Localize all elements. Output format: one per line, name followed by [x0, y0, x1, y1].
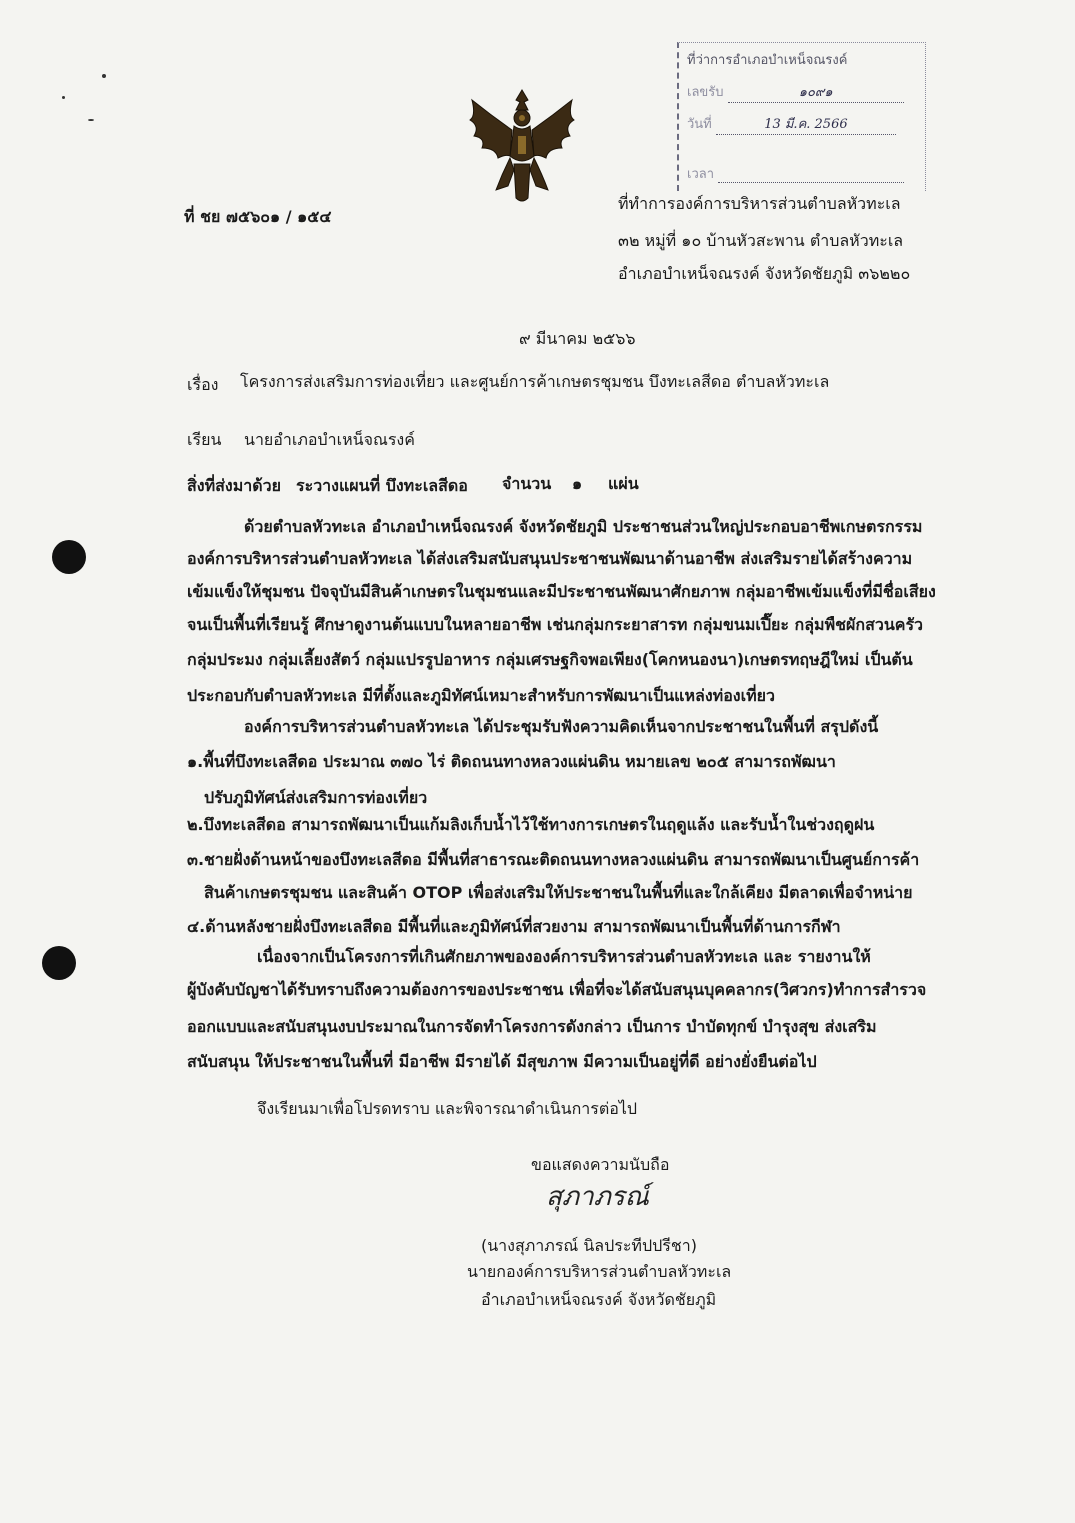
- punch-hole: [52, 540, 86, 574]
- to-label: เรียน: [187, 430, 222, 449]
- stamp-date-label: วันที่: [687, 117, 712, 132]
- stamp-number-label: เลขรับ: [687, 85, 724, 100]
- para3-line: ผู้บังคับบัญชาได้รับทราบถึงความต้องการของประชาชน เพื่อที่จะได้สนับสนุนบุคคลากร(วิศวกร)ทำการสำรวจ: [187, 980, 927, 999]
- stamp-number-value: ๑๐๙๑: [798, 85, 833, 100]
- scan-speck: [88, 119, 94, 121]
- to-recipient: นายอำเภอบำเหน็จณรงค์: [244, 430, 415, 449]
- document-number: ที่ ชย ๗๕๖๐๑ / ๑๕๔: [184, 207, 332, 226]
- subject-label: เรื่อง: [187, 375, 219, 394]
- scan-speck: [102, 74, 106, 78]
- enclosure-unit: แผ่น: [608, 474, 639, 493]
- subject: โครงการส่งเสริมการท่องเที่ยว และศูนย์การค้าเกษตรชุมชน บึงทะเลสีดอ ตำบลหัวทะเล: [240, 372, 830, 391]
- stamp-office: ที่ว่าการอำเภอบำเหน็จณรงค์: [687, 53, 848, 68]
- enclosure-label: สิ่งที่ส่งมาด้วย: [187, 476, 281, 495]
- enclosure-qty: ๑: [572, 474, 583, 493]
- enclosure: ระวางแผนที่ บึงทะเลสีดอ: [296, 476, 468, 495]
- para3-line: เนื่องจากเป็นโครงการที่เกินศักยภาพขององค์การบริหารส่วนตำบลหัวทะเล และ รายงานให้: [257, 947, 871, 966]
- receiving-stamp: [677, 42, 926, 191]
- garuda-emblem-icon: [462, 86, 582, 208]
- closing: จึงเรียนมาเพื่อโปรดทราบ และพิจารณาดำเนินการต่อไป: [257, 1099, 638, 1118]
- signer-title: นายกองค์การบริหารส่วนตำบลหัวทะเล: [467, 1262, 732, 1281]
- para1-line: องค์การบริหารส่วนตำบลหัวทะเล ได้ส่งเสริมสนับสนุนประชาชนพัฒนาด้านอาชีพ ส่งเสริมรายได้สร้างความ: [187, 549, 913, 568]
- list-item: ๑.พื้นที่บึงทะเลสีดอ ประมาณ ๓๗๐ ไร่ ติดถนนทางหลวงแผ่นดิน หมายเลข ๒๐๕ สามารถพัฒนา: [187, 752, 836, 771]
- list-item: ๔.ด้านหลังชายฝั่งบึงทะเลสีดอ มีพื้นที่และภูมิทัศน์ที่สวยงาม สามารถพัฒนาเป็นพื้นที่ด้านการกีฬา: [187, 917, 841, 936]
- handwritten-signature: สุภาภรณ์: [546, 1182, 649, 1212]
- signer-location: อำเภอบำเหน็จณรงค์ จังหวัดชัยภูมิ: [481, 1290, 717, 1309]
- sender-address-line1: ที่ทำการองค์การบริหารส่วนตำบลหัวทะเล: [618, 194, 901, 213]
- para3-line: สนับสนุน ให้ประชาชนในพื้นที่ มีอาชีพ มีรายได้ มีสุขภาพ มีความเป็นอยู่ที่ดี อย่างยั่งยืนต่อไป: [187, 1052, 817, 1071]
- para2: องค์การบริหารส่วนตำบลหัวทะเล ได้ประชุมรับฟังความคิดเห็นจากประชาชนในพื้นที่ สรุปดังนี้: [244, 717, 879, 736]
- stamp-time-label: เวลา: [687, 167, 715, 182]
- sender-address-line2: ๓๒ หมู่ที่ ๑๐ บ้านหัวสะพาน ตำบลหัวทะเล: [618, 231, 904, 250]
- list-item: สินค้าเกษตรชุมชน และสินค้า OTOP เพื่อส่งเสริมให้ประชาชนในพื้นที่และใกล้เคียง มีตลาดเพื่อจำหน่าย: [204, 883, 913, 902]
- para3-line: ออกแบบและสนับสนุนงบประมาณในการจัดทำโครงการดังกล่าว เป็นการ บำบัดทุกข์ บำรุงสุข ส่งเสริม: [187, 1017, 877, 1036]
- list-item: ๒.บึงทะเลสีดอ สามารถพัฒนาเป็นแก้มลิงเก็บน้ำไว้ใช้ทางการเกษตรในฤดูแล้ง และรับน้ำในช่วงฤดูฝน: [187, 815, 875, 834]
- para1-line: เข้มแข็งให้ชุมชน ปัจจุบันมีสินค้าเกษตรในชุมชนและมีประชาชนพัฒนาศักยภาพ กลุ่มอาชีพเข้มแข็งที่มีชื่อเสียง: [187, 582, 936, 601]
- signer-name: (นางสุภาภรณ์ นิลประทีปปรีชา): [481, 1236, 697, 1255]
- enclosure-qty-label: จำนวน: [502, 474, 552, 493]
- list-item: ๓.ชายฝั่งด้านหน้าของบึงทะเลสีดอ มีพื้นที่สาธารณะติดถนนทางหลวงแผ่นดิน สามารถพัฒนาเป็นศูนย์การค้า: [187, 850, 920, 869]
- letter-date: ๙ มีนาคม ๒๕๖๖: [519, 329, 636, 348]
- para1-line: ประกอบกับตำบลหัวทะเล มีที่ตั้งและภูมิทัศน์เหมาะสำหรับการพัฒนาเป็นแหล่งท่องเที่ยว: [187, 686, 775, 705]
- para1-line: กลุ่มประมง กลุ่มเลี้ยงสัตว์ กลุ่มแปรรูปอาหาร กลุ่มเศรษฐกิจพอเพียง(โคกหนองนา)เกษตรทฤษฎีใหม่ เป็นต้น: [187, 650, 913, 669]
- regards: ขอแสดงความนับถือ: [531, 1155, 670, 1174]
- scan-speck: [62, 96, 65, 99]
- sender-address-line3: อำเภอบำเหน็จณรงค์ จังหวัดชัยภูมิ ๓๖๒๒๐: [618, 264, 911, 283]
- para1-line: จนเป็นพื้นที่เรียนรู้ ศึกษาดูงานต้นแบบในหลายอาชีพ เช่นกลุ่มกระยาสารท กลุ่มขนมเปี๊ยะ กลุ่มพืชผักสวนครัว: [187, 615, 924, 634]
- stamp-date-value: 13 มี.ค. 2566: [764, 117, 848, 132]
- para1-line: ด้วยตำบลหัวทะเล อำเภอบำเหน็จณรงค์ จังหวัดชัยภูมิ ประชาชนส่วนใหญ่ประกอบอาชีพเกษตรกรรม: [244, 517, 923, 536]
- punch-hole: [42, 946, 76, 980]
- list-item: ปรับภูมิทัศน์ส่งเสริมการท่องเที่ยว: [204, 788, 428, 807]
